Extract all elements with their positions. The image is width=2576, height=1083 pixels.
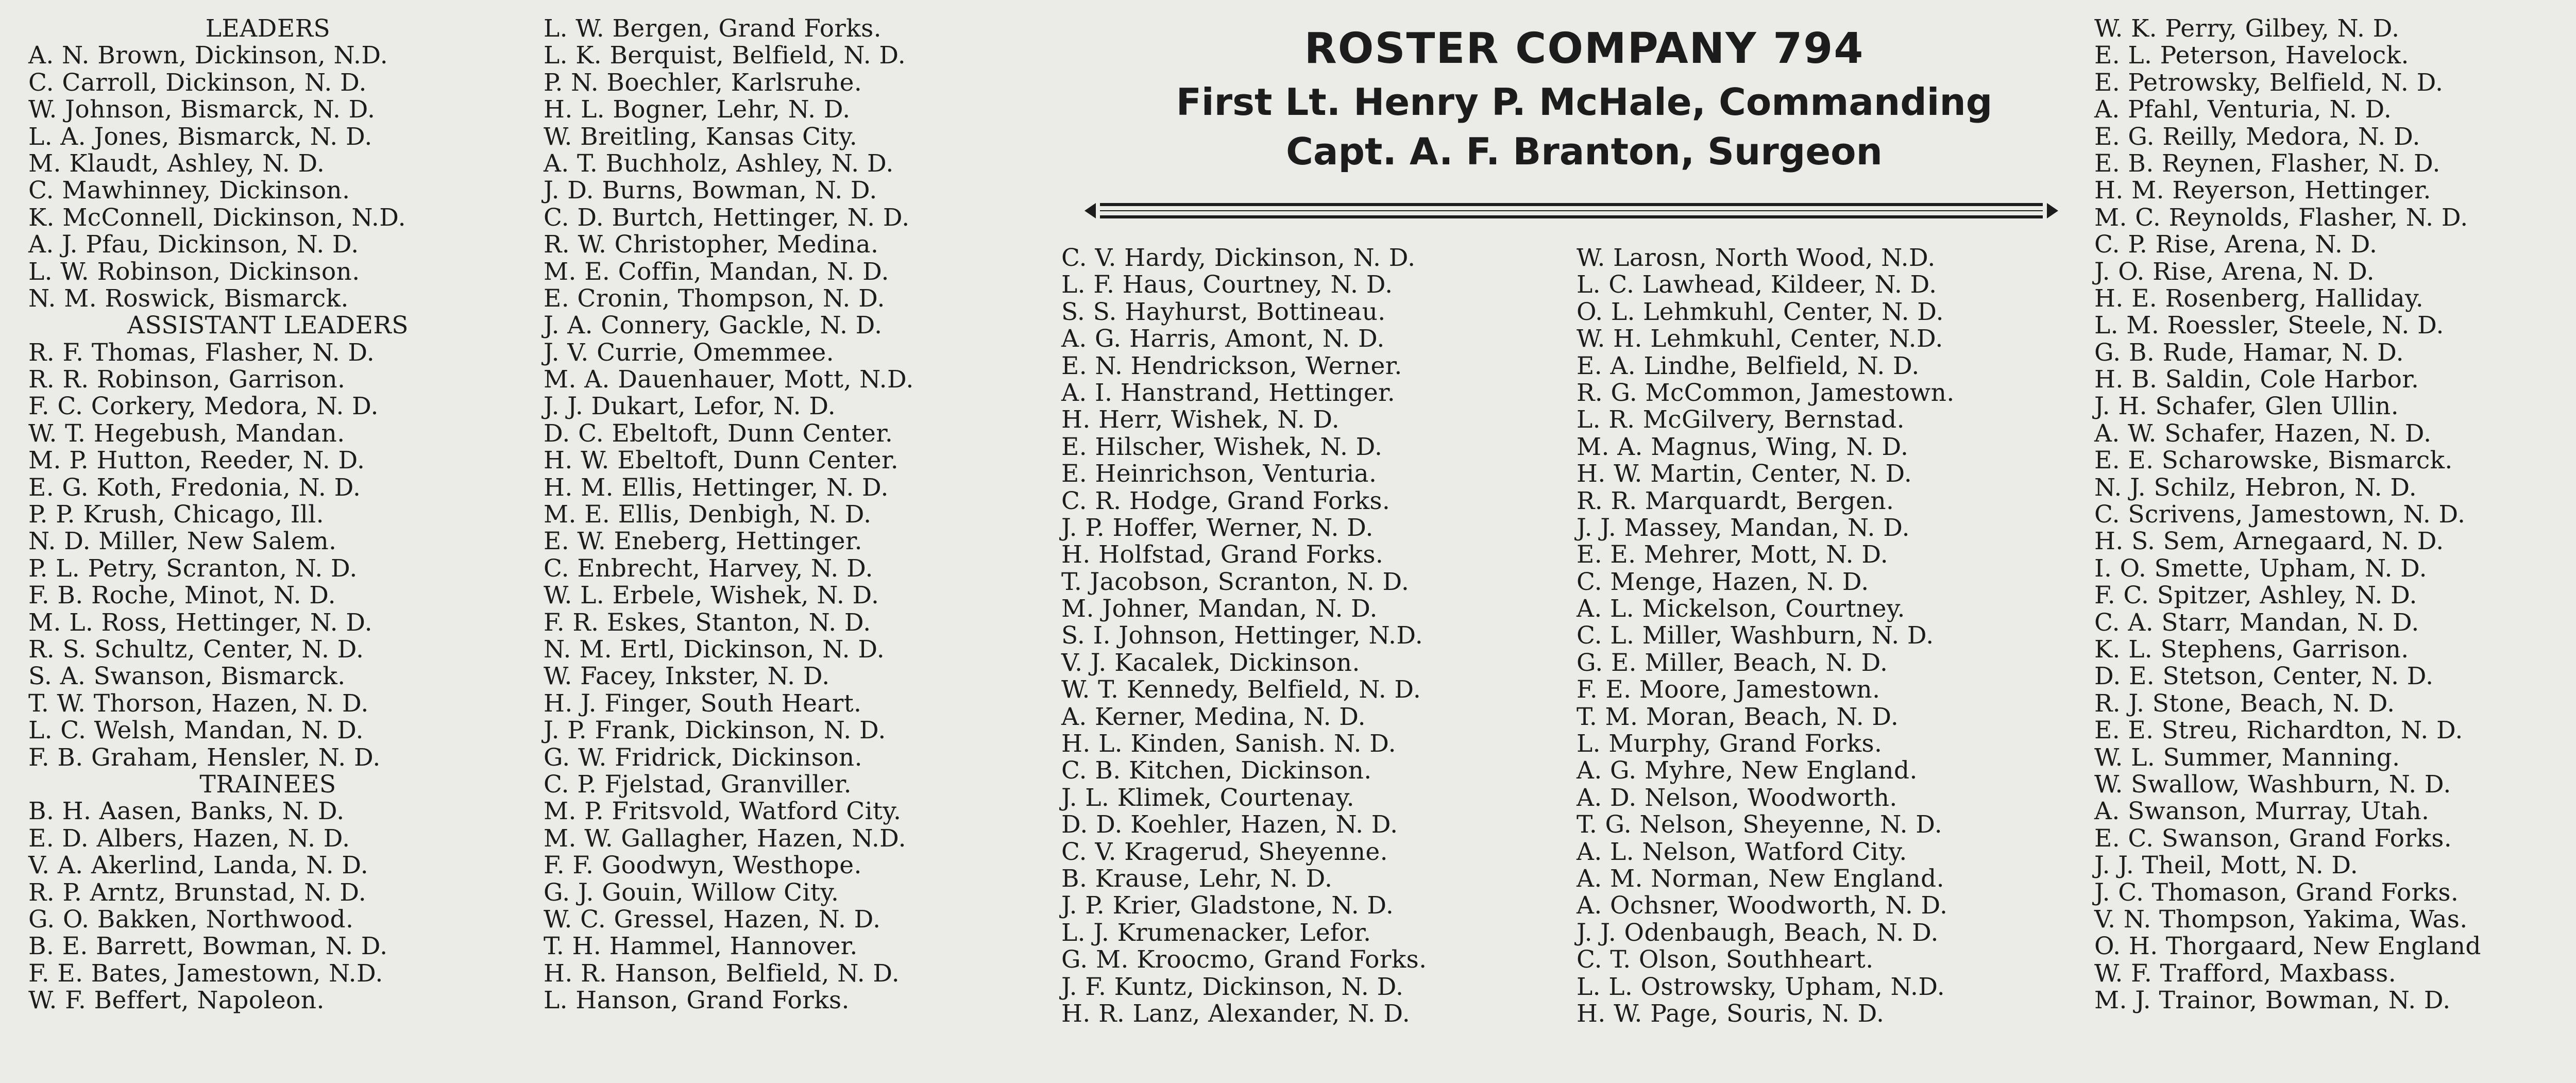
roster-entry: M. Klaudt, Ashley, N. D.: [28, 149, 325, 178]
roster-entry: E. G. Koth, Fredonia, N. D.: [28, 473, 361, 502]
roster-entry: C. V. Hardy, Dickinson, N. D.: [1061, 244, 1416, 272]
roster-entry: W. L. Summer, Manning.: [2094, 743, 2400, 772]
roster-entry: C. R. Hodge, Grand Forks.: [1061, 486, 1391, 515]
roster-entry: B. Krause, Lehr, N. D.: [1061, 864, 1333, 893]
roster-entry: M. A. Dauenhauer, Mott, N.D.: [544, 365, 914, 394]
roster-entry: W. C. Gressel, Hazen, N. D.: [544, 905, 881, 934]
roster-entry: J. P. Hoffer, Werner, N. D.: [1061, 513, 1374, 542]
roster-entry: H. Holfstad, Grand Forks.: [1061, 540, 1384, 569]
roster-entry: W. Swallow, Washburn, N. D.: [2094, 770, 2451, 799]
roster-entry: C. A. Starr, Mandan, N. D.: [2094, 608, 2419, 637]
roster-entry: P. P. Krush, Chicago, Ill.: [28, 500, 324, 529]
roster-entry: J. P. Krier, Gladstone, N. D.: [1061, 891, 1394, 920]
roster-entry: N. M. Roswick, Bismarck.: [28, 284, 349, 313]
roster-entry: W. Breitling, Kansas City.: [544, 122, 858, 151]
section-heading: TRAINEES: [199, 770, 336, 799]
roster-entry: L. C. Welsh, Mandan, N. D.: [28, 716, 364, 745]
roster-entry: J. H. Schafer, Glen Ullin.: [2094, 392, 2399, 421]
roster-entry: F. B. Graham, Hensler, N. D.: [28, 743, 381, 772]
roster-entry: E. W. Eneberg, Hettinger.: [544, 527, 862, 556]
roster-entry: L. K. Berquist, Belfield, N. D.: [544, 41, 906, 70]
roster-entry: A. W. Schafer, Hazen, N. D.: [2094, 419, 2432, 448]
roster-entry: D. D. Koehler, Hazen, N. D.: [1061, 810, 1398, 839]
section-heading: LEADERS: [205, 14, 331, 43]
roster-entry: F. C. Corkery, Medora, N. D.: [28, 392, 379, 421]
roster-entry: M. L. Ross, Hettinger, N. D.: [28, 608, 373, 637]
roster-entry: H. R. Hanson, Belfield, N. D.: [544, 959, 900, 988]
roster-entry: E. Petrowsky, Belfield, N. D.: [2094, 68, 2444, 97]
roster-entry: D. C. Ebeltoft, Dunn Center.: [544, 419, 893, 448]
roster-entry: C. B. Kitchen, Dickinson.: [1061, 756, 1372, 785]
roster-entry: E. E. Streu, Richardton, N. D.: [2094, 716, 2463, 745]
roster-entry: G. M. Kroocmo, Grand Forks.: [1061, 945, 1427, 974]
roster-entry: J. P. Frank, Dickinson, N. D.: [544, 716, 886, 745]
roster-column-4: [1577, 245, 2097, 1027]
roster-entry: E. Cronin, Thompson, N. D.: [544, 284, 885, 313]
roster-entry: M. A. Magnus, Wing, N. D.: [1577, 432, 1909, 461]
roster-entry: D. E. Stetson, Center, N. D.: [2094, 662, 2434, 691]
roster-entry: A. J. Pfau, Dickinson, N. D.: [28, 230, 359, 259]
roster-entry: E. C. Swanson, Grand Forks.: [2094, 824, 2452, 853]
roster-entry: E. L. Peterson, Havelock.: [2094, 41, 2409, 70]
roster-entry: G. E. Miller, Beach, N. D.: [1577, 648, 1888, 677]
roster-entry: F. F. Goodwyn, Westhope.: [544, 851, 862, 880]
roster-entry: L. W. Bergen, Grand Forks.: [544, 14, 882, 43]
roster-entry: O. L. Lehmkuhl, Center, N. D.: [1577, 297, 1944, 326]
roster-entry: L. W. Robinson, Dickinson.: [28, 257, 360, 286]
roster-title: ROSTER COMPANY 794: [1304, 24, 1865, 73]
roster-entry: O. H. Thorgaard, New England: [2094, 932, 2481, 961]
roster-entry: C. Enbrecht, Harvey, N. D.: [544, 554, 873, 583]
roster-entry: L. F. Haus, Courtney, N. D.: [1061, 270, 1393, 299]
roster-entry: B. H. Aasen, Banks, N. D.: [28, 797, 345, 826]
roster-entry: T. G. Nelson, Sheyenne, N. D.: [1577, 810, 1943, 839]
roster-entry: A. Pfahl, Venturia, N. D.: [2094, 95, 2392, 124]
roster-entry: V. A. Akerlind, Landa, N. D.: [28, 851, 369, 880]
roster-entry: C. T. Olson, Southheart.: [1577, 945, 1874, 974]
roster-entry: L. A. Jones, Bismarck, N. D.: [28, 122, 372, 151]
roster-entry: J. F. Kuntz, Dickinson, N. D.: [1061, 972, 1404, 1001]
roster-entry: E. Hilscher, Wishek, N. D.: [1061, 432, 1383, 461]
roster-entry: R. G. McCommon, Jamestown.: [1577, 378, 1955, 407]
roster-entry: F. B. Roche, Minot, N. D.: [28, 581, 336, 610]
roster-entry: H. Herr, Wishek, N. D.: [1061, 405, 1340, 434]
roster-entry: S. A. Swanson, Bismarck.: [28, 662, 346, 691]
roster-entry: L. C. Lawhead, Kildeer, N. D.: [1577, 270, 1937, 299]
roster-entry: K. L. Stephens, Garrison.: [2094, 635, 2409, 664]
roster-entry: J. J. Odenbaugh, Beach, N. D.: [1577, 918, 1939, 947]
roster-entry: E. G. Reilly, Medora, N. D.: [2094, 122, 2420, 151]
roster-entry: N. J. Schilz, Hebron, N. D.: [2094, 473, 2417, 502]
roster-entry: H. M. Reyerson, Hettinger.: [2094, 176, 2431, 205]
roster-entry: A. I. Hanstrand, Hettinger.: [1061, 378, 1396, 407]
roster-entry: J. D. Burns, Bowman, N. D.: [544, 176, 877, 205]
roster-entry: C. L. Miller, Washburn, N. D.: [1577, 621, 1934, 650]
roster-entry: R. W. Christopher, Medina.: [544, 230, 879, 259]
roster-entry: J. J. Theil, Mott, N. D.: [2094, 851, 2359, 880]
roster-entry: A. G. Harris, Amont, N. D.: [1061, 325, 1385, 353]
roster-entry: H. L. Kinden, Sanish. N. D.: [1061, 730, 1396, 758]
roster-entry: F. R. Eskes, Stanton, N. D.: [544, 608, 871, 637]
roster-entry: S. S. Hayhurst, Bottineau.: [1061, 297, 1386, 326]
roster-entry: T. Jacobson, Scranton, N. D.: [1061, 567, 1410, 596]
roster-entry: M. E. Coffin, Mandan, N. D.: [544, 257, 889, 286]
roster-entry: E. B. Reynen, Flasher, N. D.: [2094, 149, 2441, 178]
roster-entry: G. O. Bakken, Northwood.: [28, 905, 354, 934]
roster-entry: L. Hanson, Grand Forks.: [544, 986, 850, 1015]
roster-entry: W. F. Beffert, Napoleon.: [28, 986, 325, 1015]
roster-entry: A. L. Mickelson, Courtney.: [1577, 595, 1905, 623]
roster-entry: J. C. Thomason, Grand Forks.: [2094, 878, 2459, 907]
roster-entry: M. P. Fritsvold, Watford City.: [544, 797, 902, 826]
roster-entry: E. D. Albers, Hazen, N. D.: [28, 824, 350, 853]
roster-entry: H. M. Ellis, Hettinger, N. D.: [544, 473, 889, 502]
roster-entry: W. F. Trafford, Maxbass.: [2094, 959, 2397, 988]
roster-entry: A. G. Myhre, New England.: [1577, 756, 1918, 785]
roster-entry: F. C. Spitzer, Ashley, N. D.: [2094, 581, 2417, 610]
roster-entry: H. B. Saldin, Cole Harbor.: [2094, 365, 2419, 394]
surgeon-line: Capt. A. F. Branton, Surgeon: [1286, 130, 1883, 173]
roster-entry: H. E. Rosenberg, Halliday.: [2094, 284, 2424, 313]
roster-entry: A. L. Nelson, Watford City.: [1577, 837, 1907, 866]
roster-entry: J. V. Currie, Omemmee.: [544, 338, 834, 367]
roster-entry: C. V. Kragerud, Sheyenne.: [1061, 837, 1388, 866]
roster-entry: H. W. Ebeltoft, Dunn Center.: [544, 446, 899, 475]
roster-entry: N. M. Ertl, Dickinson, N. D.: [544, 635, 885, 664]
roster-entry: C. Mawhinney, Dickinson.: [28, 176, 350, 205]
roster-entry: H. R. Lanz, Alexander, N. D.: [1061, 999, 1411, 1028]
roster-entry: C. P. Rise, Arena, N. D.: [2094, 230, 2378, 259]
roster-entry: C. Scrivens, Jamestown, N. D.: [2094, 500, 2466, 529]
roster-entry: C. D. Burtch, Hettinger, N. D.: [544, 203, 910, 232]
roster-entry: E. A. Lindhe, Belfield, N. D.: [1577, 351, 1920, 380]
roster-entry: W. Larosn, North Wood, N.D.: [1577, 244, 1936, 272]
roster-entry: W. Facey, Inkster, N. D.: [544, 662, 830, 691]
roster-entry: R. P. Arntz, Brunstad, N. D.: [28, 878, 367, 907]
roster-entry: E. N. Hendrickson, Werner.: [1061, 351, 1402, 380]
roster-entry: L. R. McGilvery, Bernstad.: [1577, 405, 1905, 434]
roster-entry: W. Johnson, Bismarck, N. D.: [28, 95, 376, 124]
roster-entry: H. J. Finger, South Heart.: [544, 689, 862, 718]
roster-entry: A. Kerner, Medina, N. D.: [1061, 702, 1366, 731]
ornamental-rule: [1084, 196, 2058, 227]
roster-entry: E. E. Scharowske, Bismarck.: [2094, 446, 2453, 475]
roster-entry: A. Ochsner, Woodworth, N. D.: [1577, 891, 1948, 920]
roster-entry: J. J. Dukart, Lefor, N. D.: [544, 392, 836, 421]
roster-entry: R. S. Schultz, Center, N. D.: [28, 635, 364, 664]
roster-entry: G. B. Rude, Hamar, N. D.: [2094, 338, 2404, 367]
roster-entry: R. R. Marquardt, Bergen.: [1577, 486, 1894, 515]
roster-entry: C. Menge, Hazen, N. D.: [1577, 567, 1869, 596]
roster-entry: L. L. Ostrowsky, Upham, N.D.: [1577, 972, 1945, 1001]
roster-entry: J. L. Klimek, Courtenay.: [1061, 783, 1354, 812]
roster-entry: L. M. Roessler, Steele, N. D.: [2094, 311, 2444, 340]
roster-entry: H. W. Page, Souris, N. D.: [1577, 999, 1885, 1028]
roster-entry: J. J. Massey, Mandan, N. D.: [1577, 513, 1910, 542]
roster-entry: M. W. Gallagher, Hazen, N.D.: [544, 824, 906, 853]
roster-column-2: [544, 15, 1061, 1014]
roster-entry: C. Carroll, Dickinson, N. D.: [28, 68, 367, 97]
roster-entry: W. T. Hegebush, Mandan.: [28, 419, 345, 448]
roster-entry: M. C. Reynolds, Flasher, N. D.: [2094, 203, 2468, 232]
roster-entry: R. J. Stone, Beach, N. D.: [2094, 689, 2395, 718]
roster-entry: J. O. Rise, Arena, N. D.: [2094, 257, 2375, 286]
roster-entry: G. W. Fridrick, Dickinson.: [544, 743, 862, 772]
commander-line: First Lt. Henry P. McHale, Commanding: [1176, 80, 1993, 124]
roster-entry: V. N. Thompson, Yakima, Was.: [2094, 905, 2468, 934]
roster-entry: A. D. Nelson, Woodworth.: [1577, 783, 1897, 812]
masthead: [1082, 21, 2087, 176]
roster-column-3: [1061, 245, 1587, 1027]
roster-entry: N. D. Miller, New Salem.: [28, 527, 337, 556]
roster-entry: W. K. Perry, Gilbey, N. D.: [2094, 14, 2400, 43]
roster-entry: W. T. Kennedy, Belfield, N. D.: [1061, 675, 1421, 704]
roster-entry: M. P. Hutton, Reeder, N. D.: [28, 446, 365, 475]
roster-entry: H. W. Martin, Center, N. D.: [1577, 460, 1912, 488]
roster-entry: A. Swanson, Murray, Utah.: [2094, 797, 2430, 826]
roster-entry: F. E. Moore, Jamestown.: [1577, 675, 1880, 704]
roster-column-1: [28, 15, 507, 1014]
roster-entry: H. L. Bogner, Lehr, N. D.: [544, 95, 851, 124]
roster-entry: A. N. Brown, Dickinson, N.D.: [28, 41, 388, 70]
roster-entry: T. W. Thorson, Hazen, N. D.: [28, 689, 369, 718]
roster-entry: A. M. Norman, New England.: [1577, 864, 1944, 893]
section-heading: ASSISTANT LEADERS: [127, 311, 409, 340]
roster-entry: C. P. Fjelstad, Granviller.: [544, 770, 852, 799]
roster-entry: H. S. Sem, Arnegaard, N. D.: [2094, 527, 2444, 556]
roster-entry: G. J. Gouin, Willow City.: [544, 878, 839, 907]
roster-entry: M. Johner, Mandan, N. D.: [1061, 595, 1378, 623]
roster-entry: W. L. Erbele, Wishek, N. D.: [544, 581, 879, 610]
roster-entry: M. E. Ellis, Denbigh, N. D.: [544, 500, 872, 529]
roster-entry: L. Murphy, Grand Forks.: [1577, 730, 1883, 758]
roster-entry: T. M. Moran, Beach, N. D.: [1577, 702, 1899, 731]
roster-entry: A. T. Buchholz, Ashley, N. D.: [544, 149, 894, 178]
roster-entry: P. N. Boechler, Karlsruhe.: [544, 68, 862, 97]
roster-entry: V. J. Kacalek, Dickinson.: [1061, 648, 1360, 677]
roster-entry: P. L. Petry, Scranton, N. D.: [28, 554, 358, 583]
roster-entry: M. J. Trainor, Bowman, N. D.: [2094, 986, 2451, 1015]
roster-entry: S. I. Johnson, Hettinger, N.D.: [1061, 621, 1423, 650]
roster-entry: E. E. Mehrer, Mott, N. D.: [1577, 540, 1889, 569]
roster-column-5: [2094, 15, 2576, 1014]
roster-entry: R. R. Robinson, Garrison.: [28, 365, 346, 394]
roster-entry: K. McConnell, Dickinson, N.D.: [28, 203, 406, 232]
roster-entry: J. A. Connery, Gackle, N. D.: [544, 311, 883, 340]
roster-entry: T. H. Hammel, Hannover.: [544, 932, 858, 961]
roster-entry: L. J. Krumenacker, Lefor.: [1061, 918, 1371, 947]
roster-entry: F. E. Bates, Jamestown, N.D.: [28, 959, 383, 988]
roster-entry: B. E. Barrett, Bowman, N. D.: [28, 932, 388, 961]
roster-entry: E. Heinrichson, Venturia.: [1061, 460, 1377, 488]
roster-entry: R. F. Thomas, Flasher, N. D.: [28, 338, 375, 367]
roster-entry: I. O. Smette, Upham, N. D.: [2094, 554, 2427, 583]
roster-entry: W. H. Lehmkuhl, Center, N.D.: [1577, 325, 1943, 353]
